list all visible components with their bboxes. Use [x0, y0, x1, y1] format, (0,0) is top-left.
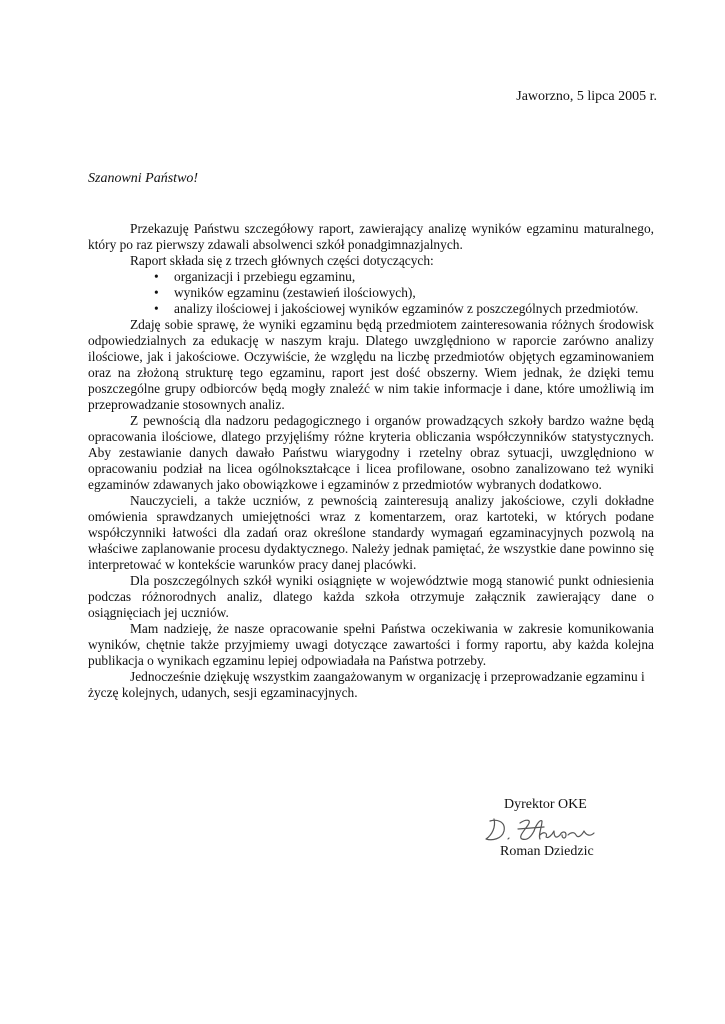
paragraph-thanks: Jednocześnie dziękuję wszystkim zaangażowanym w organizację i przeprowadzanie egzaminu i życzę kolejnych, udanych, sesji egzaminacyjnych. [88, 669, 645, 700]
list-item: • wyników egzaminu (zestawień ilościowych), [154, 285, 416, 300]
paragraph-schools: Dla poszczególnych szkół wyniki osiągnięte w województwie mogą stanowić punkt odniesienia podczas różnorodnych analiz, dlatego każda szkoła otrzymuje załącznik zawierający dane o osiągnięciach jej uczniów. [88, 573, 654, 620]
bullet-icon: • [154, 269, 159, 284]
letter-body [88, 221, 654, 701]
bullet-icon: • [154, 285, 159, 300]
greeting: Szanowni Państwo! [88, 171, 199, 186]
bullet-icon: • [154, 301, 159, 316]
signature-name: Roman Dziedzic [500, 844, 594, 859]
report-parts-list [88, 269, 654, 317]
paragraph-interest: Zdaję sobie sprawę, że wyniki egzaminu będą przedmiotem zainteresowania różnych środowisk odpowiedzialnych za edukację w naszym kraju. Dlatego uwzględniono w raporcie zarówno analizy ilościowe, jak i jakościowe. Oczywiście, że względu na liczbę przedmiotów objętych egzaminowaniem oraz na złożoną strukturę tego egzaminu, raport jest dość obszerny. Wiem jednak, że dzięki temu poszczególne grupy odbiorców będą mogły znaleźć w nim takie informacje i dane, które umożliwią im przeprowadzanie stosownych analiz. [88, 317, 654, 412]
signature-title: Dyrektor OKE [504, 797, 587, 812]
list-item: • analizy ilościowej i jakościowej wyników egzaminów z poszczególnych przedmiotów. [154, 301, 639, 316]
report-intro: Raport składa się z trzech głównych części dotyczących: [130, 253, 434, 268]
date-line: Jaworzno, 5 lipca 2005 r. [516, 89, 657, 104]
handwritten-signature [482, 813, 612, 847]
paragraph-hope: Mam nadzieję, że nasze opracowanie spełni Państwa oczekiwania w zakresie komunikowania wyników, chętnie także przyjmiemy uwagi dotyczące zawartości i formy raportu, aby każda kolejna publikacja o wynikach egzaminu lepiej odpowiadała na Państwa potrzeby. [88, 621, 654, 668]
paragraph-quantitative: Z pewnością dla nadzoru pedagogicznego i organów prowadzących szkoły bardzo ważne będą opracowania ilościowe, dlatego przyjęliśmy różne kryteria obliczania współczynników statystycznych. Aby zestawianie danych dawało Państwu wiarygodny i rzetelny obraz sytuacji, uwzględniono w opracowaniu podział na licea ogólnokształcące i licea profilowane, osobno zanalizowano też wyniki egzaminów zdawanych jako obowiązkowe i egzaminów z przedmiotów wybranych dodatkowo. [88, 413, 654, 492]
paragraph-qualitative: Nauczycieli, a także uczniów, z pewnością zainteresują analizy jakościowe, czyli dokładne omówienia sprawdzanych umiejętności wraz z komentarzem, oraz kartoteki, w których podane współczynniki łatwości dla zadań oraz określone standardy wymagań egzaminacyjnych pozwolą na właściwe zaplanowanie procesu dydaktycznego. Należy jednak pamiętać, że wszystkie dane powinno się interpretować w kontekście warunków pracy danej placówki. [88, 493, 654, 572]
intro-paragraph: Przekazuję Państwu szczegółowy raport, zawierający analizę wyników egzaminu maturalnego, który po raz pierwszy zdawali absolwenci szkół ponadgimnazjalnych. [88, 221, 654, 252]
list-item: • organizacji i przebiegu egzaminu, [154, 269, 356, 284]
